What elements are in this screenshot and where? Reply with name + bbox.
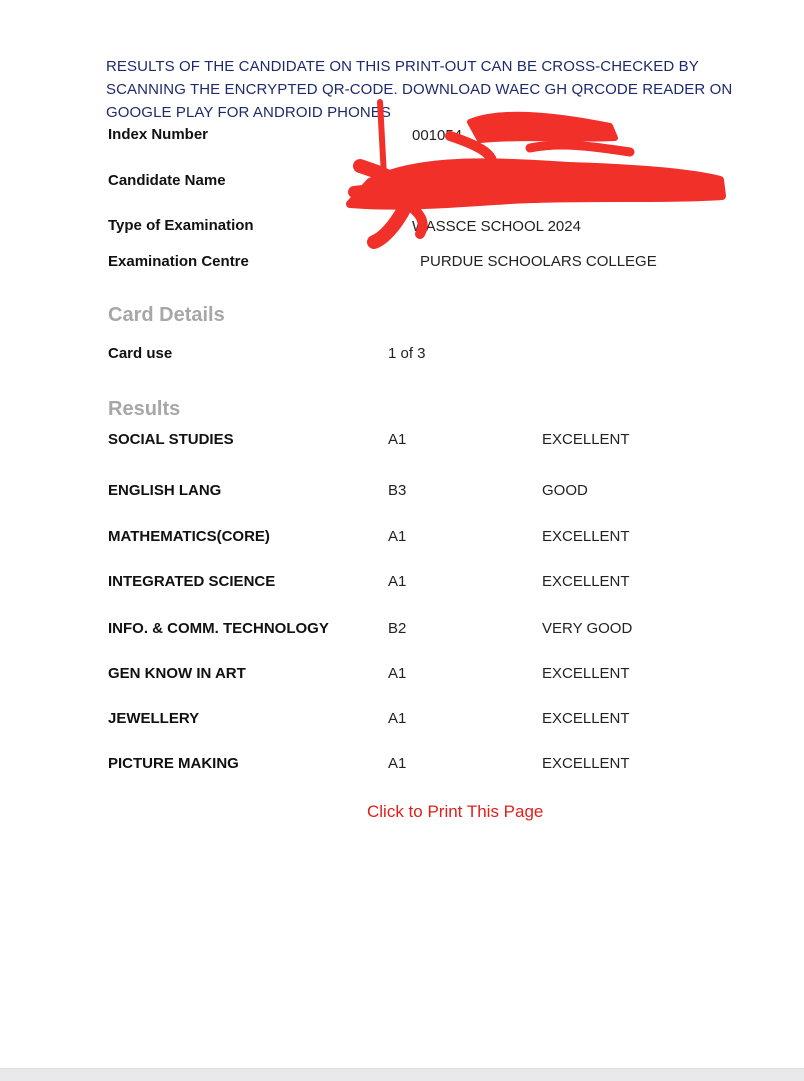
subject-grade: A1 (388, 665, 407, 682)
notice-line-2: SCANNING THE ENCRYPTED QR-CODE. DOWNLOAD WAEC GH QRCODE READER ON (106, 81, 733, 98)
subject-grade: A1 (388, 528, 407, 545)
subject-remark: EXCELLENT (542, 573, 630, 590)
subject-name: GEN KNOW IN ART (108, 665, 246, 682)
card-details-heading: Card Details (108, 304, 225, 326)
card-use-value: 1 of 3 (388, 345, 426, 362)
subject-name: ENGLISH LANG (108, 482, 222, 499)
subject-grade: B2 (388, 620, 407, 637)
candidate-name-label: Candidate Name (108, 172, 226, 189)
subject-name: MATHEMATICS(CORE) (108, 528, 270, 545)
print-page-link[interactable]: Click to Print This Page (367, 802, 544, 821)
subject-remark: EXCELLENT (542, 755, 630, 772)
subject-name: INFO. & COMM. TECHNOLOGY (108, 620, 329, 637)
subject-remark: VERY GOOD (542, 620, 633, 637)
notice-line-1: RESULTS OF THE CANDIDATE ON THIS PRINT-OUT CAN BE CROSS-CHECKED BY (106, 58, 699, 75)
card-use-label: Card use (108, 345, 173, 362)
subject-grade: A1 (388, 755, 407, 772)
subject-remark: EXCELLENT (542, 431, 630, 448)
subject-name: PICTURE MAKING (108, 755, 239, 772)
index-number-value: 001054 (412, 127, 463, 144)
subject-remark: GOOD (542, 482, 588, 499)
redaction-scribble (330, 96, 750, 256)
subject-name: SOCIAL STUDIES (108, 431, 234, 448)
exam-centre-value: PURDUE SCHOOLARS COLLEGE (420, 253, 657, 270)
bottom-scroll-bar (0, 1068, 804, 1081)
subject-name: INTEGRATED SCIENCE (108, 573, 276, 590)
subject-remark: EXCELLENT (542, 528, 630, 545)
notice-line-3: GOOGLE PLAY FOR ANDROID PHONES (106, 104, 392, 121)
exam-type-label: Type of Examination (108, 217, 254, 234)
results-heading: Results (108, 398, 181, 420)
subject-grade: A1 (388, 431, 407, 448)
subject-grade: B3 (388, 482, 407, 499)
subject-grade: A1 (388, 710, 407, 727)
subject-name: JEWELLERY (108, 710, 200, 727)
subject-remark: EXCELLENT (542, 710, 630, 727)
index-number-label: Index Number (108, 126, 209, 143)
exam-type-value: WASSCE SCHOOL 2024 (412, 218, 581, 235)
exam-centre-label: Examination Centre (108, 253, 249, 270)
subject-remark: EXCELLENT (542, 665, 630, 682)
subject-grade: A1 (388, 573, 407, 590)
